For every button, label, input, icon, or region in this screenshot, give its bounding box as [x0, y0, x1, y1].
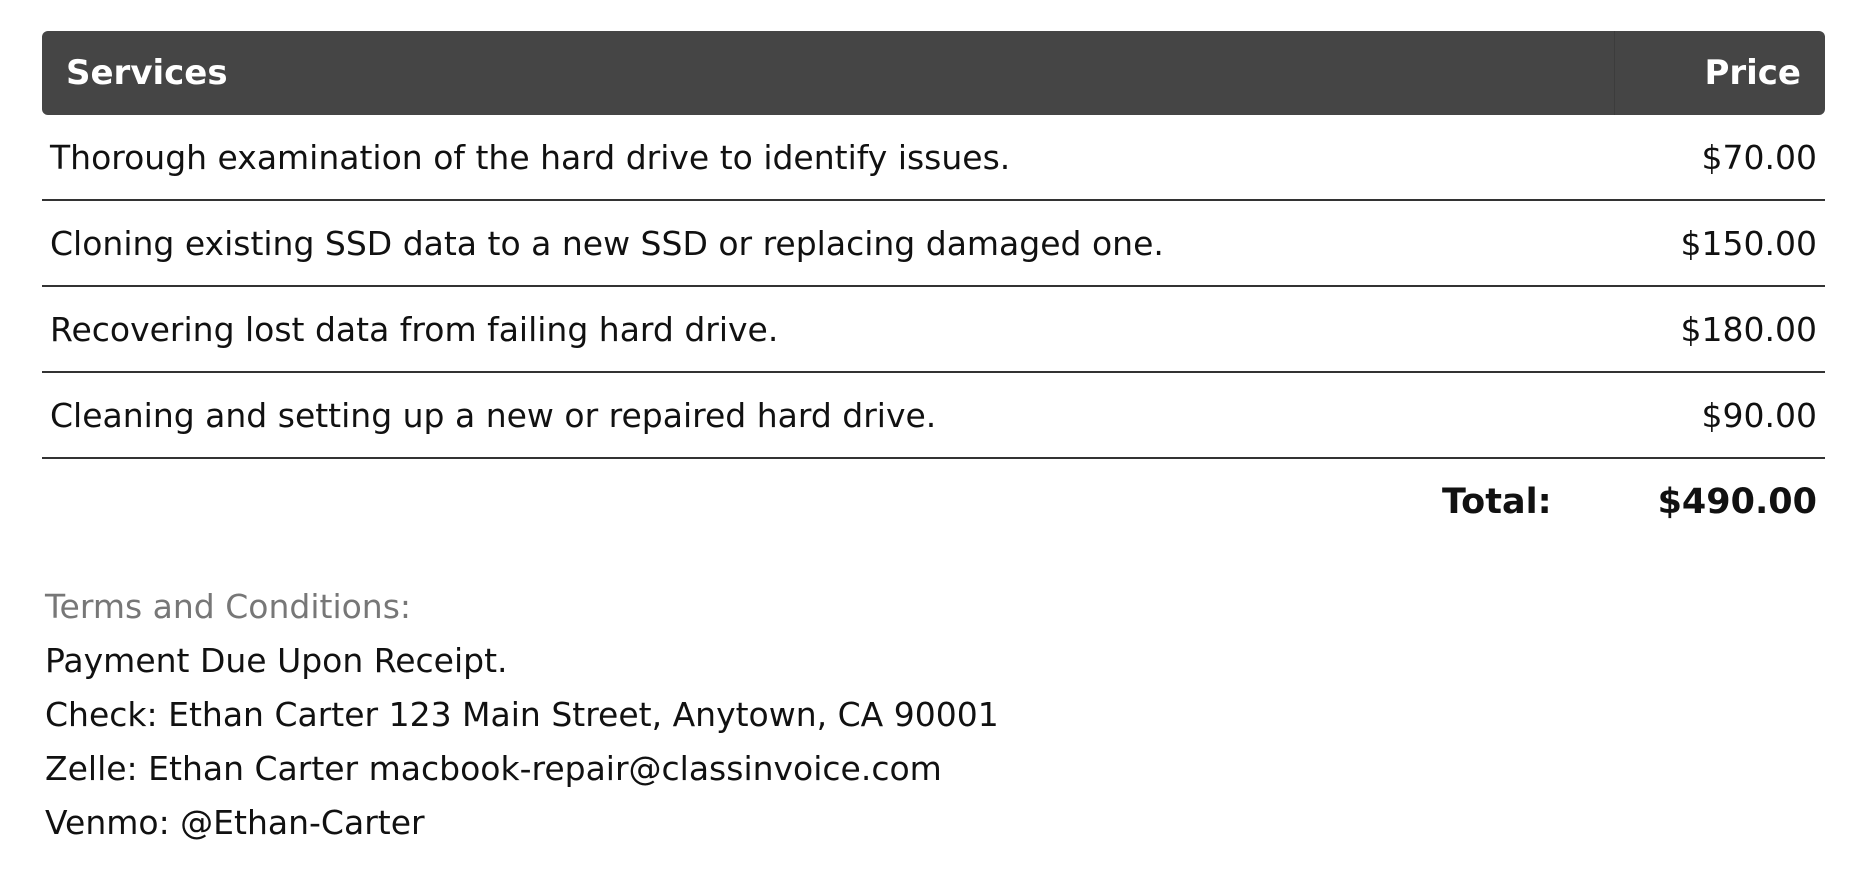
- service-description: Cloning existing SSD data to a new SSD or replacing damaged one.: [42, 201, 1615, 287]
- terms-and-conditions: [45, 580, 999, 850]
- total-label: Total:: [1441, 482, 1552, 522]
- terms-line-zelle: Zelle: Ethan Carter macbook-repair@classinvoice.com: [45, 749, 942, 788]
- service-price: $90.00: [1615, 373, 1825, 459]
- table-row: [42, 287, 1825, 373]
- terms-line-check: Check: Ethan Carter 123 Main Street, Anytown, CA 90001: [45, 695, 999, 734]
- terms-title: Terms and Conditions:: [45, 587, 412, 626]
- terms-line-payment-due: Payment Due Upon Receipt.: [45, 641, 508, 680]
- table-header-row: [42, 31, 1825, 115]
- service-description: Cleaning and setting up a new or repaired hard drive.: [42, 373, 1615, 459]
- service-price: $70.00: [1615, 115, 1825, 201]
- price-column-header: Price: [1615, 31, 1825, 115]
- table-row: [42, 115, 1825, 201]
- services-table: [42, 31, 1825, 459]
- services-column-header: Services: [42, 31, 1615, 115]
- table-row: [42, 201, 1825, 287]
- service-price: $180.00: [1615, 287, 1825, 373]
- table-row: [42, 373, 1825, 459]
- terms-line-venmo: Venmo: @Ethan-Carter: [45, 803, 425, 842]
- service-description: Recovering lost data from failing hard drive.: [42, 287, 1615, 373]
- service-price: $150.00: [1615, 201, 1825, 287]
- service-description: Thorough examination of the hard drive to identify issues.: [42, 115, 1615, 201]
- total-amount: $490.00: [1657, 482, 1817, 522]
- total-row: [42, 459, 1825, 545]
- invoice-services-section: [42, 31, 1825, 545]
